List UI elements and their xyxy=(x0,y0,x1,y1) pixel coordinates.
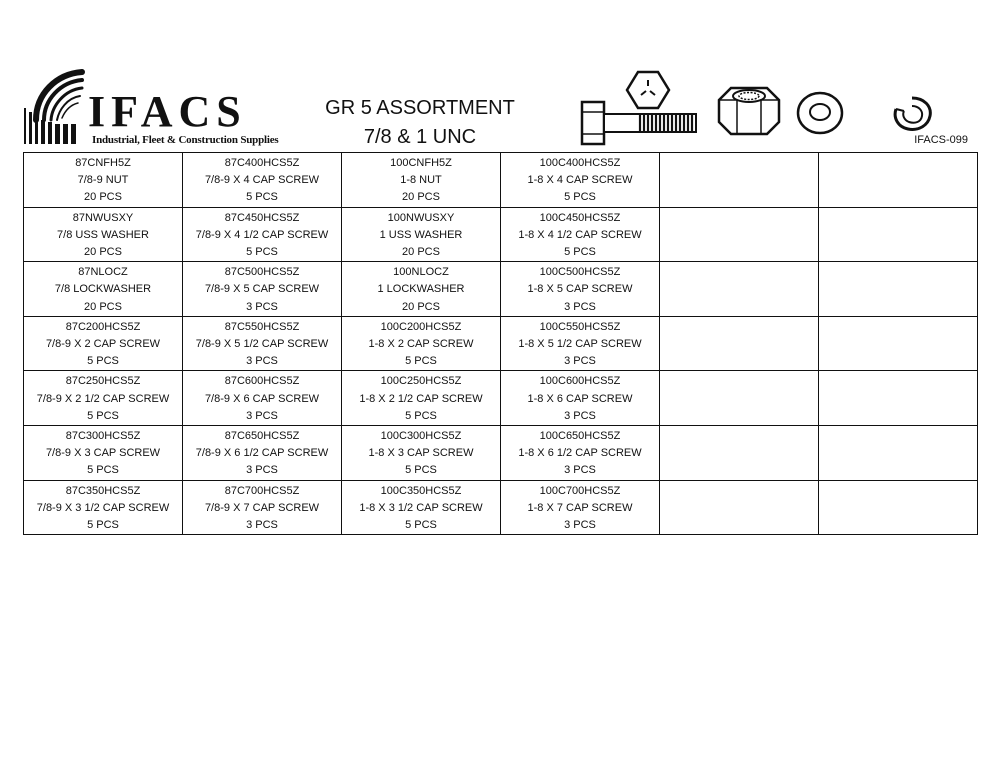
table-row xyxy=(24,371,978,426)
part-description: 1-8 X 3 CAP SCREW xyxy=(368,447,474,460)
table-cell xyxy=(24,426,183,481)
part-description: 7/8-9 X 5 CAP SCREW xyxy=(204,283,320,296)
page-title: GR 5 ASSORTMENT xyxy=(325,97,515,119)
logo-tagline: Industrial, Fleet & Construction Supplies xyxy=(92,134,279,146)
part-description: 7/8-9 X 2 1/2 CAP SCREW xyxy=(36,392,170,405)
part-number: 87C650HCS5Z xyxy=(224,430,300,443)
empty-cell xyxy=(660,262,819,317)
part-number: 100C600HCS5Z xyxy=(539,375,621,388)
part-quantity: 20 PCS xyxy=(402,191,440,204)
part-quantity: 5 PCS xyxy=(405,519,437,532)
part-description: 1-8 X 6 CAP SCREW xyxy=(527,392,633,405)
part-number: 100C250HCS5Z xyxy=(380,375,462,388)
part-number: 100C650HCS5Z xyxy=(539,430,621,443)
part-quantity: 20 PCS xyxy=(84,246,122,259)
part-quantity: 3 PCS xyxy=(564,300,596,313)
part-description: 7/8-9 NUT xyxy=(77,174,129,187)
part-description: 7/8-9 X 7 CAP SCREW xyxy=(204,501,320,514)
table-row xyxy=(24,426,978,481)
empty-cell xyxy=(819,262,978,317)
table-cell xyxy=(342,262,501,317)
empty-cell xyxy=(660,371,819,426)
table-cell xyxy=(24,153,183,208)
table-cell xyxy=(183,153,342,208)
part-quantity: 5 PCS xyxy=(405,464,437,477)
part-quantity: 3 PCS xyxy=(246,355,278,368)
part-quantity: 3 PCS xyxy=(246,519,278,532)
part-description: 1-8 X 3 1/2 CAP SCREW xyxy=(359,501,483,514)
part-number: 100C400HCS5Z xyxy=(539,157,621,169)
table-cell xyxy=(24,371,183,426)
part-description: 1-8 X 4 1/2 CAP SCREW xyxy=(518,228,642,241)
part-quantity: 3 PCS xyxy=(246,409,278,422)
table-cell xyxy=(342,371,501,426)
table-cell xyxy=(24,207,183,262)
part-description: 7/8-9 X 3 CAP SCREW xyxy=(45,447,161,460)
part-description: 1-8 X 2 1/2 CAP SCREW xyxy=(359,392,483,405)
table-cell xyxy=(342,316,501,371)
part-quantity: 5 PCS xyxy=(246,191,278,204)
part-number: 100C450HCS5Z xyxy=(539,211,621,224)
part-quantity: 20 PCS xyxy=(402,246,440,259)
part-quantity: 20 PCS xyxy=(84,300,122,313)
part-description: 1-8 X 5 1/2 CAP SCREW xyxy=(518,338,642,351)
part-description: 1-8 X 4 CAP SCREW xyxy=(527,174,633,187)
part-number: 87NLOCZ xyxy=(78,266,128,279)
assortment-table xyxy=(23,152,978,535)
part-number: 87NWUSXY xyxy=(72,211,134,224)
part-description: 1-8 X 7 CAP SCREW xyxy=(527,501,633,514)
part-number: 87C450HCS5Z xyxy=(224,211,300,224)
table-cell xyxy=(501,153,660,208)
part-quantity: 5 PCS xyxy=(564,191,596,204)
part-description: 1 USS WASHER xyxy=(379,228,463,241)
table-cell xyxy=(501,207,660,262)
table-cell xyxy=(24,480,183,535)
part-number: 87C550HCS5Z xyxy=(224,320,300,333)
part-description: 1-8 X 2 CAP SCREW xyxy=(368,338,474,351)
part-number: 100C500HCS5Z xyxy=(539,266,621,279)
table-row xyxy=(24,480,978,535)
table-cell xyxy=(342,207,501,262)
part-quantity: 3 PCS xyxy=(246,464,278,477)
part-quantity: 5 PCS xyxy=(87,519,119,532)
empty-cell xyxy=(819,316,978,371)
part-description: 1-8 X 5 CAP SCREW xyxy=(527,283,633,296)
table-cell xyxy=(501,262,660,317)
part-number: 100C550HCS5Z xyxy=(539,320,621,333)
part-description: 7/8-9 X 4 1/2 CAP SCREW xyxy=(195,228,329,241)
part-number: 87C400HCS5Z xyxy=(224,157,300,169)
part-number: 87C300HCS5Z xyxy=(65,430,141,443)
logo-wordmark: IFACS xyxy=(88,87,247,136)
part-description: 7/8 USS WASHER xyxy=(57,228,149,241)
table-cell xyxy=(501,426,660,481)
table-row xyxy=(24,207,978,262)
empty-cell xyxy=(819,480,978,535)
part-quantity: 5 PCS xyxy=(564,246,596,259)
part-description: 7/8-9 X 5 1/2 CAP SCREW xyxy=(195,338,329,351)
empty-cell xyxy=(660,426,819,481)
part-number: 100C300HCS5Z xyxy=(380,430,462,443)
part-number: 100CNFH5Z xyxy=(390,157,452,169)
empty-cell xyxy=(819,371,978,426)
part-quantity: 5 PCS xyxy=(87,409,119,422)
part-quantity: 5 PCS xyxy=(87,355,119,368)
empty-cell xyxy=(819,207,978,262)
part-quantity: 5 PCS xyxy=(87,464,119,477)
part-description: 1-8 X 6 1/2 CAP SCREW xyxy=(518,447,642,460)
part-number: 87C700HCS5Z xyxy=(224,484,300,497)
part-number: 87C500HCS5Z xyxy=(224,266,300,279)
empty-cell xyxy=(660,480,819,535)
part-number: 100C200HCS5Z xyxy=(380,320,462,333)
table-cell xyxy=(183,207,342,262)
lock-washer-icon xyxy=(890,94,934,134)
part-quantity: 3 PCS xyxy=(564,355,596,368)
table-cell xyxy=(24,262,183,317)
part-quantity: 3 PCS xyxy=(564,464,596,477)
part-number: 87CNFH5Z xyxy=(75,157,131,169)
table-cell xyxy=(501,371,660,426)
part-description: 1-8 NUT xyxy=(400,174,442,187)
table-row xyxy=(24,316,978,371)
table-cell xyxy=(24,316,183,371)
page-subtitle: 7/8 & 1 UNC xyxy=(363,126,477,148)
part-quantity: 3 PCS xyxy=(564,409,596,422)
part-number: 87C350HCS5Z xyxy=(65,484,141,497)
part-number: 100C700HCS5Z xyxy=(539,484,621,497)
part-description: 1 LOCKWASHER xyxy=(377,283,465,296)
cap-screw-icon xyxy=(580,98,698,148)
empty-cell xyxy=(660,153,819,208)
part-description: 7/8-9 X 6 CAP SCREW xyxy=(204,392,320,405)
table-cell xyxy=(183,371,342,426)
part-number: 87C200HCS5Z xyxy=(65,320,141,333)
empty-cell xyxy=(819,426,978,481)
part-description: 7/8-9 X 4 CAP SCREW xyxy=(204,174,320,187)
table-cell xyxy=(183,426,342,481)
part-description: 7/8 LOCKWASHER xyxy=(54,283,152,296)
part-number: 87C600HCS5Z xyxy=(224,375,300,388)
part-number: 100C350HCS5Z xyxy=(380,484,462,497)
table-cell xyxy=(501,480,660,535)
part-description: 7/8-9 X 2 CAP SCREW xyxy=(45,338,161,351)
ifacs-logo xyxy=(22,68,279,150)
part-description: 7/8-9 X 3 1/2 CAP SCREW xyxy=(36,501,170,514)
part-number: 100NLOCZ xyxy=(393,266,449,279)
part-quantity: 3 PCS xyxy=(246,300,278,313)
part-quantity: 5 PCS xyxy=(405,355,437,368)
empty-cell xyxy=(660,207,819,262)
empty-cell xyxy=(660,316,819,371)
table-row xyxy=(24,262,978,317)
catalog-code: IFACS-099 xyxy=(914,134,968,146)
part-number: 87C250HCS5Z xyxy=(65,375,141,388)
table-cell xyxy=(342,153,501,208)
empty-cell xyxy=(819,153,978,208)
table-cell xyxy=(342,480,501,535)
part-quantity: 5 PCS xyxy=(246,246,278,259)
part-quantity: 3 PCS xyxy=(564,519,596,532)
table-cell xyxy=(342,426,501,481)
table-cell xyxy=(501,316,660,371)
part-quantity: 5 PCS xyxy=(405,409,437,422)
table-cell xyxy=(183,480,342,535)
part-quantity: 20 PCS xyxy=(402,300,440,313)
part-number: 100NWUSXY xyxy=(387,211,455,224)
table-row xyxy=(24,153,978,208)
table-cell xyxy=(183,262,342,317)
part-quantity: 20 PCS xyxy=(84,191,122,204)
flat-washer-icon xyxy=(795,90,845,136)
part-description: 7/8-9 X 6 1/2 CAP SCREW xyxy=(195,447,329,460)
table-cell xyxy=(183,316,342,371)
hex-nut-icon xyxy=(715,86,783,136)
